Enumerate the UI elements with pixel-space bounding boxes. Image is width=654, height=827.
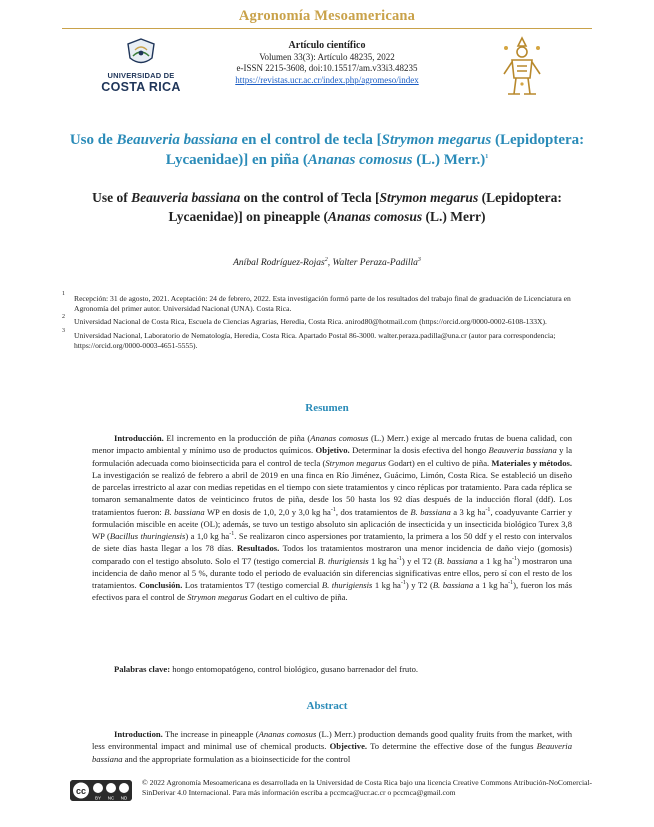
article-meta	[196, 40, 458, 86]
resumen-heading: Resumen	[305, 402, 349, 414]
article-title-en: Use of Beauveria bassiana on the control of Tecla [Strymon megarus (Lepidoptera: Lycaenidae)] on pineapple (Ananas comosus (L.) Merr)	[92, 190, 562, 224]
abstract-text: Introduction. The increase in pineapple (Ananas comosus (L.) Merr.) production demands good quality fruits from the market, with less environmental impact and minimal use of chemical products. Objective. To determine the effective dose of the fungus Beauveria bassiana and the appropriate formulation as a bioinsecticide for the control	[92, 729, 572, 764]
cc-badge-label: cc	[75, 786, 87, 796]
university-name-line1: UNIVERSIDAD DE	[107, 71, 175, 80]
decorative-figure-icon	[500, 34, 544, 98]
keywords: Palabras clave: hongo entomopatógeno, control biológico, gusano barrenador del fruto.	[114, 664, 419, 674]
abstract-heading: Abstract	[306, 700, 348, 712]
cc-nd-label: ND	[120, 795, 128, 801]
university-name-line2: COSTA RICA	[101, 80, 181, 94]
author-name: Aníbal Rodríguez-Rojas	[233, 258, 325, 268]
university-logo	[98, 38, 184, 100]
footnotes	[62, 291, 596, 354]
article-title-es: Uso de Beauveria bassiana en el control de tecla [Strymon megarus (Lepidoptera: Lycaenidae)] en piña (Ananas comosus (L.) Merr.)$^1$	[69, 132, 585, 168]
license-text: © 2022 Agronomía Mesoamericana es desarrollada en la Universidad de Costa Rica bajo una licencia Creative Commons Atribución-NoComercial-SinDerivar 4.0 Internacional. Para más información escriba a pccmca@ucr.ac.cr o pccmca@gmail.com	[142, 778, 593, 798]
journal-url-link[interactable]: https://revistas.ucr.ac.cr/index.php/agromeso/index	[235, 74, 419, 85]
footnote: 3 Universidad Nacional, Laboratorio de Nematología, Heredia, Costa Rica. Apartado Postal 86-3000. walter.peraza.padilla@una.cr (autor para correspondencia; https://orcid.org/0000-0003-4651-5555).	[62, 327, 556, 350]
university-shield-icon	[124, 38, 158, 68]
resumen-text: Introducción. El incremento en la producción de piña (Ananas comosus (L.) Merr.) exige al mercado frutas de buena calidad, con menor impacto ambiental y mínimo uso de productos químicos. Objetivo. Determinar la dosis efectiva del hongo Beauveria bassiana y la formulación adecuada como bioinsecticida para el control de tecla (Strymon megarus Godart) en el cultivo de piña. Materiales y métodos. La investigación se realizó de febrero a abril de 2019 en una finca en Río Jiménez, Guácimo, Limón, Costa Rica. Se estableció un diseño de parcelas irrestricto al azar con medias repetidas en el tiempo con siete tratamientos y cinco réplicas por tratamiento. Para cada réplica se tomaron semanalmente datos de veinticinco frutos de piña, desde los 50 hasta los 92 días después de la inducción floral (ddf). Los tratamientos fueron: B. bassiana WP en dosis de 1,0, 2,0 y 3,0 kg $ha^{-1}$, dos tratamientos de B. bassiana a 3 kg $ha^{-1}$, coadyuvante Carrier y formulación miscible en aceite (OL); además, se tuvo un testigo absoluto sin aplicación de insecticida y un insecticida biológico Turex 3,8 WP (Bacillus thuringiensis) a 1,0 kg $ha^{-1}$. Se realizaron cinco aspersiones por tratamiento, la primera a los 50 ddf y el resto con intervalos de siete días hasta llegar a los 78 días. Resultados. Todos los tratamientos mostraron una menor incidencia de daño viejo (gomosis) comparado con el testigo absoluto. Solo el T7 (testigo comercial B. thurigiensis 1 kg $ha^{-1}$) y el T2 (B. bassiana a 1 kg $ha^{-1}$) mostraron una incidencia de daño menor al 5 %, durante todo el periodo de evaluación sin diferencias significativas entre ellos, pero sí con el resto de los tratamientos. Conclusión. Los tratamientos T7 (testigo comercial B. thurigiensis 1 kg $ha^{-1}$) y T2 (B. bassiana a 1 kg $ha^{-1}$), fueron los más efectivos para el control de Strymon megarus Godart en el cultivo de piña.	[92, 433, 573, 603]
author-name: Walter Peraza-Padilla	[332, 258, 418, 268]
journal-title: Agronomía Mesoamericana	[238, 8, 416, 24]
article-type: Artículo científico	[288, 40, 366, 51]
article-issn-doi: e-ISSN 2215-3608, doi:10.15517/am.v33i3.48235	[236, 63, 418, 73]
cc-by-label: BY	[94, 795, 102, 801]
cc-nc-label: NC	[107, 795, 115, 801]
author-list: Aníbal Rodríguez-Rojas$^2$, Walter Peraza-Padilla$^3$	[233, 256, 421, 268]
license-footer	[62, 778, 596, 806]
footnote: 2 Universidad Nacional de Costa Rica, Escuela de Ciencias Agrarias, Heredia, Costa Rica. anirod80@hotmail.com (https://orcid.org/0000-0002-6108-133X).	[62, 314, 547, 327]
footnote: 1 Recepción: 31 de agosto, 2021. Aceptación: 24 de febrero, 2022. Esta investigación formó parte de los resultados del trabajo final de graduación de Licenciatura en Agronomía del primer autor. Universidad Nacional (UNA). Costa Rica.	[62, 291, 571, 314]
article-volume: Volumen 33(3): Artículo 48235, 2022	[259, 51, 395, 62]
header-divider	[62, 28, 592, 29]
creative-commons-license-icon[interactable]	[70, 780, 132, 801]
